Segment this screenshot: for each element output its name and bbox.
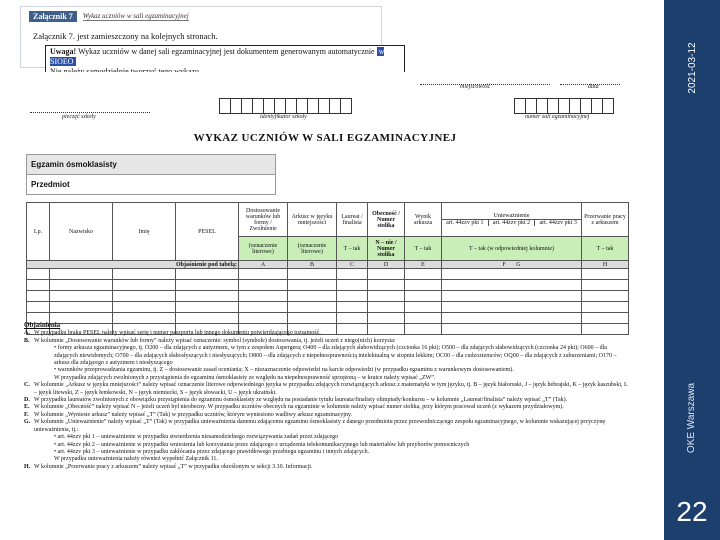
- explanation-text: W kolumnie „Arkusz w języku mniejszości” należy wpisać oznaczenie literowe odpowiedniego języka w przypadku zdających rozwiązujących arkusz z matematyki w tym języku, tj. B – język białoruski, J – język hebrajski, K – język kaszubski, L – język litewski, Z – język łemkowski, N – język niemiecki, S – język słowacki, U – język ukraiński.: [34, 382, 628, 396]
- explanation-item: [24, 449, 630, 456]
- laureate-values: T – tak: [337, 237, 368, 261]
- explanation-text: • art. 44zzv pkt 2 – unieważnienie w przypadku wniesienia lub korzystania przez zdającego z urządzenia telekomunikacyjnego lub materiałów lub przyborów pomocniczych: [54, 441, 470, 448]
- explanation-text: W kolumnie „Unieważnienie” należy wpisać „T” (Tak) w przypadku unieważnienia danemu zdającemu egzaminu ósmoklasisty z danego przedmiotu przez przewodniczącego zespołu egzaminacyjnego, w kolumnie wskazującej przyczynę unieważnienia, tj.:: [34, 419, 606, 433]
- explanation-key: H.: [24, 463, 31, 470]
- school-id-label: identyfikator szkoły: [260, 114, 307, 120]
- cancel-pkt3: art. 44zzv pkt 3: [539, 220, 577, 226]
- explanation-text: W kolumnie „Dostosowanie warunków lub formy” należy wpisać oznaczenie: symbol (symbole) dostosowania, tj. jeżeli uczeń z niego(nich) korzysta:: [34, 337, 396, 344]
- warning-bold: Uwaga!: [50, 47, 77, 56]
- explanation-key: [24, 345, 34, 367]
- organization-label: OKE Warszawa: [686, 382, 697, 454]
- school-id-boxes: [220, 98, 352, 114]
- explanation-item: [24, 367, 630, 374]
- attachment-note: Załącznik 7. jest zamieszczony na kolejnych stronach.: [33, 31, 218, 41]
- explanations-list: [24, 330, 630, 471]
- explanation-text: • art. 44zzv pkt 3 – unieważnienie w przypadku zakłócania przez zdającego prawidłowego przebiegu egzaminu i innych zdających.: [54, 448, 370, 455]
- explanation-item: [24, 404, 630, 411]
- explanation-item: [24, 375, 630, 382]
- exam-label: Egzamin ósmoklasisty: [26, 154, 276, 175]
- explanation-item: [24, 382, 630, 397]
- explanation-key: [24, 375, 34, 382]
- cancel-header: Unieważnienie: [442, 213, 581, 220]
- col-adapt: Dostosowanie warunków lub formy / Zwolnienie: [239, 203, 288, 237]
- table-row: [27, 291, 629, 302]
- slide-sidebar: [664, 0, 720, 540]
- explanation-key: F.: [24, 411, 29, 418]
- col-laureate: Laureat / finalista: [337, 203, 368, 237]
- room-number-boxes: [515, 98, 614, 114]
- attachment-subtitle: Wykaz uczniów w sali egzaminacyjnej: [82, 12, 189, 20]
- place-label: miejscowość: [460, 84, 491, 90]
- sheet-values: (oznaczenie literowe): [288, 237, 337, 261]
- explanation-item: [24, 456, 630, 463]
- school-stamp-line: [30, 100, 150, 113]
- letter-b: B: [288, 261, 337, 269]
- explanation-key: D.: [24, 397, 30, 404]
- presence-values: N – nie / Numer stolika: [368, 237, 405, 261]
- subject-label: Przedmiot: [26, 174, 276, 195]
- result-values: T – tak: [405, 237, 442, 261]
- explanation-key: [24, 442, 34, 449]
- col-cancel: [442, 203, 582, 237]
- letter-f-g: [442, 261, 582, 269]
- table-row: [27, 269, 629, 280]
- cancel-pkt2: art. 44zzv pkt 2: [489, 220, 536, 226]
- explanation-item: [24, 345, 630, 367]
- table-row: [27, 280, 629, 291]
- col-name: Imię: [113, 203, 176, 261]
- explanation-item: [24, 434, 630, 441]
- date-label: data: [588, 84, 599, 90]
- cancel-values: T – tak (w odpowiedniej kolumnie): [442, 237, 582, 261]
- students-table: [26, 202, 629, 335]
- explanation-text: W przypadku unieważnienia należy również wypełnić Załącznik 11.: [54, 456, 218, 463]
- explanation-item: [24, 442, 630, 449]
- explanation-key: C.: [24, 382, 30, 389]
- col-presence: Obecność / Numer stolika: [368, 203, 405, 237]
- explanation-key: A.: [24, 330, 30, 337]
- explanation-text: W kolumnie „Obecność” należy wpisać N – jeżeli uczeń był nieobecny. W przypadku uczniów obecnych na egzaminie w kolumnie należy wpisać numer stolika, przy którym pracował uczeń (z wykazem przydziałowym).: [34, 404, 564, 411]
- explanation-text: • art. 44zzv pkt 1 – unieważnienie w przypadku stwierdzenia niesamodzielnego rozwiązywania zadań przez zdającego: [54, 434, 339, 441]
- explanation-key: B.: [24, 337, 30, 344]
- adapt-values: (oznaczenie literowe): [239, 237, 288, 261]
- explanations-heading: Objaśnienia: [24, 321, 61, 329]
- form-title: WYKAZ UCZNIÓW W SALI EGZAMINACYJNEJ: [193, 132, 457, 144]
- explanation-key: G.: [24, 419, 31, 426]
- instruction-snippet: [20, 6, 385, 68]
- explanations: [24, 322, 630, 471]
- letter-g: G: [516, 261, 521, 268]
- legend-label: Objaśnienie pod tabelą:: [27, 261, 239, 269]
- letter-h: H: [582, 261, 629, 269]
- col-break: Przerwanie pracy z arkuszem: [582, 203, 629, 237]
- explanation-text: • warunków przeprowadzania egzaminu, tj. Z – dostosowanie zasad oceniania; X – niezaznaczenie odpowiedzi na karcie odpowiedzi (w przypadku egzaminu z warunkowym dostosowaniem).: [54, 367, 514, 374]
- explanation-key: E.: [24, 404, 30, 411]
- explanation-key: [24, 367, 34, 374]
- letter-f: F: [502, 261, 506, 268]
- col-surname: Nazwisko: [50, 203, 113, 261]
- explanation-item: [24, 419, 630, 434]
- col-result: Wynik arkusza: [405, 203, 442, 237]
- col-sheet: Arkusz w języku mniejszości: [288, 203, 337, 237]
- warning-text: Wykaz uczniów w danej sali egzaminacyjnej jest dokumentem generowanym automatycznie: [76, 47, 377, 56]
- explanation-key: [24, 449, 34, 456]
- letter-c: C: [337, 261, 368, 269]
- col-lp: Lp.: [27, 203, 50, 261]
- cancel-pkt1: art. 44zzv pkt 1: [442, 220, 489, 226]
- explanation-text: W kolumnie „Przerwanie pracy z arkuszem” należy wpisać „T” w przypadku określonym w sekcji 3.10. Informacji.: [34, 463, 313, 470]
- snippet-header: [29, 11, 189, 22]
- explanation-text: W przypadku laureatów zwolnionych z obowiązku przystąpienia do egzaminu ósmoklasisty ze względu na posiadanie tytułu laureata/finalisty olimpiady/konkursu – w kolumnie „Laureat/finalista” należy wpisać „T” (Tak).: [34, 397, 568, 404]
- explanation-text: W kolumnie „Wyniesie arkusz” należy wpisać „T” (Tak) w przypadku uczniów, którym wyniesiono wadliwy arkusz egzaminacyjny.: [34, 411, 353, 418]
- explanation-key: [24, 456, 34, 463]
- break-values: T – tak: [582, 237, 629, 261]
- explanation-text: W przypadku zdających zwolnionych z przystąpienia do egzaminu ósmoklasisty ze względu na niepełnosprawność sprzężoną – w kratce należy wpisać „ZW”.: [54, 374, 436, 381]
- table-row: [27, 302, 629, 313]
- attachment-label: Załącznik 7: [29, 11, 77, 22]
- explanation-item: [24, 330, 630, 337]
- col-pesel: PESEL: [176, 203, 239, 261]
- slide-number: 22: [676, 496, 708, 527]
- room-number-label: numer sali egzaminacyjnej: [525, 114, 590, 120]
- slide-date: 2021-03-12: [686, 42, 698, 94]
- explanation-text: W przypadku braku PESEL należy wpisać serię i numer paszportu lub innego dokumentu potwierdzającego tożsamość.: [34, 330, 321, 337]
- explanation-key: [24, 434, 34, 441]
- letter-d: D: [368, 261, 405, 269]
- letter-e: E: [405, 261, 442, 269]
- school-stamp-label: pieczęć szkoły: [62, 114, 96, 120]
- explanation-text: • formy arkusza egzaminacyjnego, tj. O200 – dla zdających z autyzmem, w tym z zespołem Aspergera; O400 – dla zdających słabowidzących (czcionka 16 pkt); O500 – dla zdających słabowidzących (czcionka 24 pkt); O600 – dla zdających niewidomych; O700 – dla zdających słabosłyszących i niesłyszących; O800 – dla zdających z niepełnosprawnością intelektualną w stopniu lekkim; OC00 – dla cudzoziemców; OQ00 – dla zdających z zaburzeniami; O170 – arkusz dla zdającego z autyzmem i niesłyszącego: [54, 345, 617, 367]
- letter-a: A: [239, 261, 288, 269]
- warning-highlight: w SIOEO: [50, 47, 385, 66]
- explanation-item: [24, 464, 630, 471]
